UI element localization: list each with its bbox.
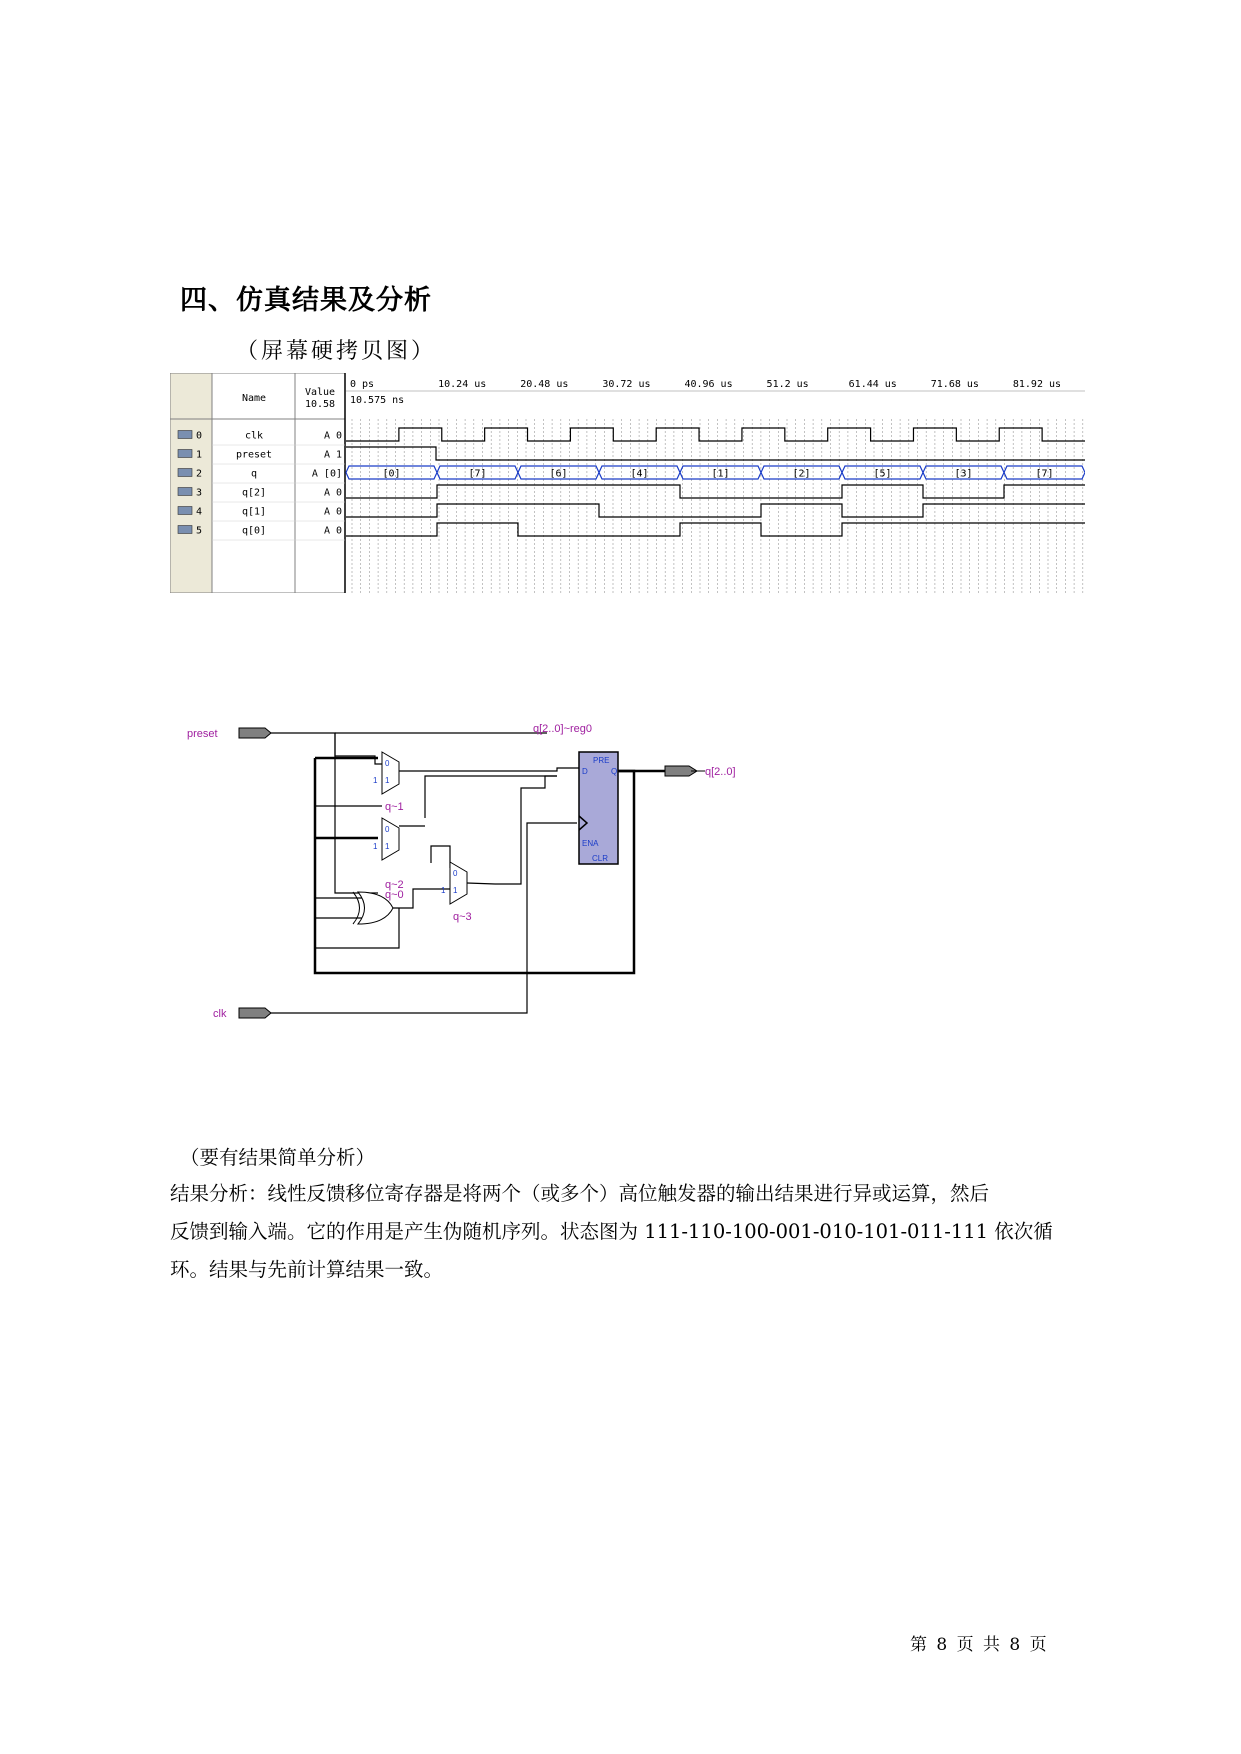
signal-icon: [178, 469, 192, 477]
bus-value: [5]: [873, 468, 892, 480]
time-tick: 30.72 us: [602, 379, 651, 390]
time-tick: 71.68 us: [930, 379, 979, 390]
cursor-time: 10.575 ns: [350, 395, 405, 406]
signal-index: 5: [196, 525, 203, 537]
signal-name: clk: [244, 430, 264, 442]
signal-index: 4: [196, 506, 203, 518]
signal-icon: [178, 488, 192, 496]
analysis-line: 结果分析：线性反馈移位寄存器是将两个（或多个）高位触发器的输出结果进行异或运算，然后: [170, 1182, 990, 1205]
bus-value: [6]: [549, 468, 568, 480]
time-tick: 10.24 us: [438, 379, 487, 390]
bus-value: [7]: [1035, 468, 1054, 480]
analysis-title: （要有结果简单分析）: [180, 1146, 376, 1169]
waveform-viewer: [170, 373, 1085, 593]
signal-icon: [178, 526, 192, 534]
svg-text:1: 1: [373, 842, 378, 851]
signal-index: 1: [196, 449, 203, 461]
register-label: q[2..0]~reg0: [533, 723, 593, 735]
bus-value: [3]: [954, 468, 973, 480]
svg-text:ENA: ENA: [582, 839, 599, 848]
clk-label: clk: [213, 1008, 227, 1020]
schematic-diagram: [185, 718, 785, 1038]
waveform-screenshot: [170, 373, 1085, 593]
time-tick: 61.44 us: [848, 379, 897, 390]
signal-value: A 0: [323, 487, 342, 499]
svg-text:0: 0: [453, 869, 458, 878]
figure-caption: （屏幕硬拷贝图）: [236, 339, 437, 364]
mux-q2-label: q~2: [385, 879, 404, 891]
time-tick: 40.96 us: [684, 379, 733, 390]
signal-value: A 0: [323, 506, 342, 518]
xor-label: q~0: [385, 889, 404, 901]
signal-icon: [178, 431, 192, 439]
signal-index: 2: [196, 468, 203, 480]
bus-value: [4]: [630, 468, 649, 480]
mux-q1-label: q~1: [385, 801, 404, 813]
time-tick: 20.48 us: [520, 379, 569, 390]
value-column-time: 10.58: [304, 399, 336, 410]
svg-text:0: 0: [385, 759, 390, 768]
page-footer: 第 8 页 共 8 页: [910, 1635, 1049, 1655]
svg-text:1: 1: [373, 776, 378, 785]
signal-name: q[0]: [241, 525, 267, 537]
signal-name: preset: [235, 449, 273, 461]
svg-text:1: 1: [453, 886, 458, 895]
value-column-header: Value: [304, 387, 336, 398]
signal-index: 0: [196, 430, 203, 442]
bus-value: [0]: [382, 468, 401, 480]
svg-text:1: 1: [385, 842, 390, 851]
signal-value: A [0]: [311, 468, 342, 480]
signal-icon: [178, 507, 192, 515]
signal-name: q: [250, 468, 258, 480]
time-tick: 81.92 us: [1012, 379, 1062, 390]
svg-text:1: 1: [441, 886, 446, 895]
analysis-line: 反馈到输入端。它的作用是产生伪随机序列。状态图为 111-110-100-001-010-101-011-111 依次循: [170, 1220, 1053, 1243]
bus-value: [1]: [711, 468, 730, 480]
analysis-line: 环。结果与先前计算结果一致。: [170, 1258, 444, 1281]
signal-index: 3: [196, 487, 203, 499]
output-label: q[2..0]: [705, 766, 736, 778]
signal-value: A 0: [323, 525, 342, 537]
analysis-paragraph: [170, 1175, 1088, 1289]
svg-text:1: 1: [385, 776, 390, 785]
bus-value: [2]: [792, 468, 811, 480]
svg-text:D: D: [582, 767, 588, 776]
name-column-header: Name: [241, 393, 267, 404]
signal-icon: [178, 450, 192, 458]
svg-text:CLR: CLR: [592, 854, 609, 863]
svg-text:0: 0: [385, 825, 390, 834]
time-tick: 0 ps: [350, 379, 375, 390]
svg-text:Q: Q: [611, 767, 618, 776]
time-tick: 51.2 us: [766, 379, 809, 390]
signal-value: A 1: [323, 449, 342, 461]
signal-value: A 0: [323, 430, 342, 442]
section-heading: 四、仿真结果及分析: [180, 285, 432, 316]
rtl-schematic: [185, 718, 785, 1038]
signal-name: q[2]: [241, 487, 267, 499]
svg-text:PRE: PRE: [593, 756, 610, 765]
preset-label: preset: [187, 728, 218, 740]
signal-name: q[1]: [241, 506, 267, 518]
preset-input-pin: [239, 728, 271, 738]
clk-input-pin: [239, 1008, 271, 1018]
mux-q3-label: q~3: [453, 911, 472, 923]
bus-value: [7]: [468, 468, 487, 480]
